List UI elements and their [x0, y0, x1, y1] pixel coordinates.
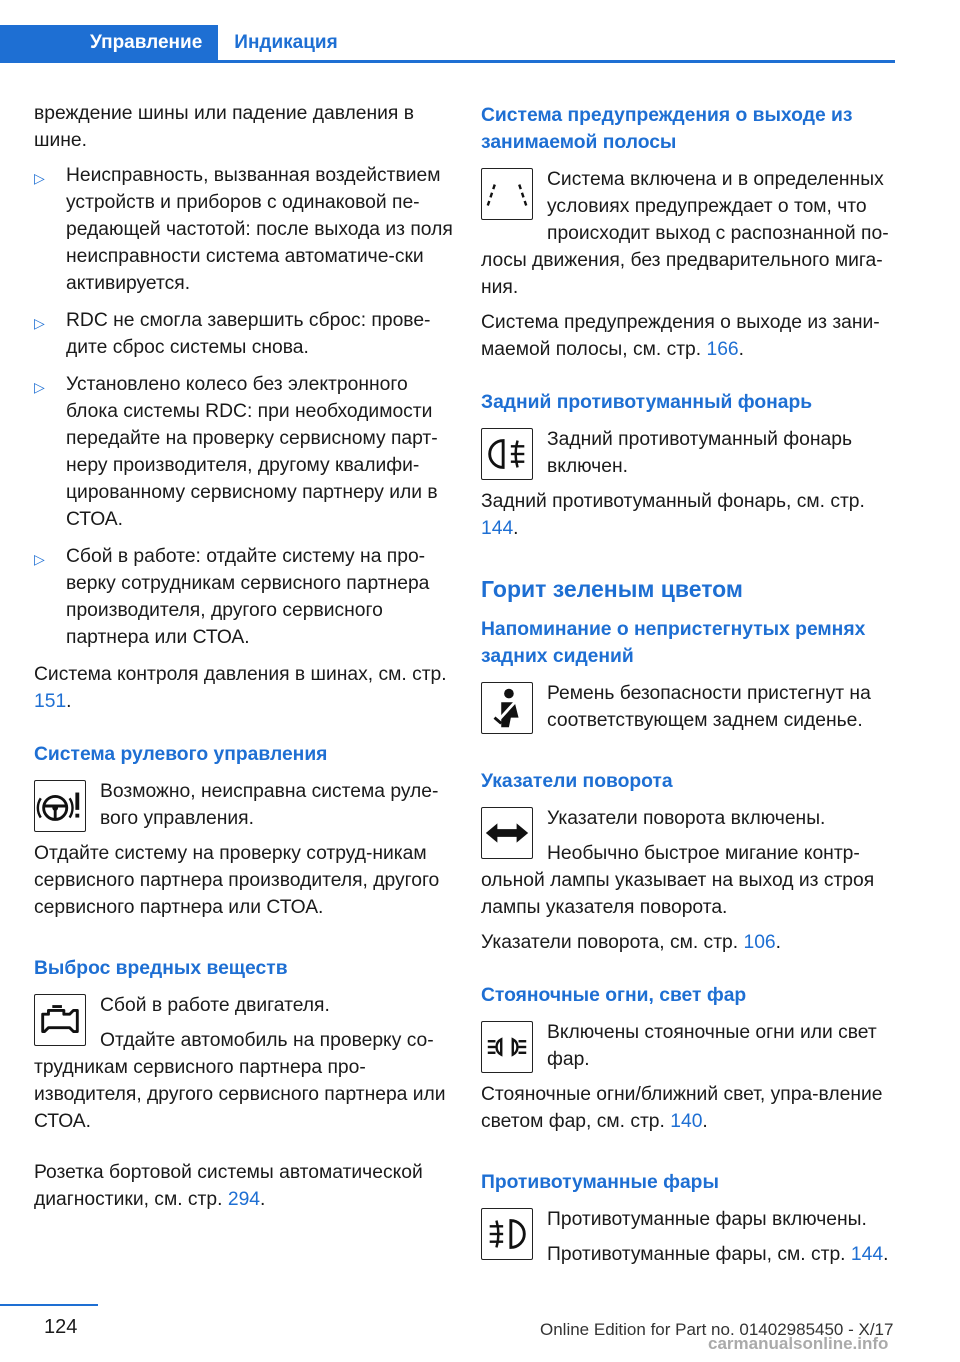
section-heading-belt: Напоминание о непристегнутых ремнях задних сидений — [481, 619, 866, 667]
rear-fog-reference: Задний противотуманный фонарь, см. стр. 144. — [481, 491, 865, 539]
rear-fog-light-icon — [481, 428, 533, 480]
list-item-text: Установлено колесо без электронного блока системы RDC: при необходимости передайте на проверку сервисному парт-неру производителя, другому квалифи-цированному сервисному партнеру или в СТОА. — [66, 374, 438, 530]
page-link[interactable]: 106 — [743, 932, 776, 953]
section-heading-lane: Система предупреждения о выходе из занимаемой полосы — [481, 105, 853, 153]
lane-reference: Система предупреждения о выходе из зани-маемой полосы, см. стр. 166. — [481, 312, 880, 360]
turn-text-1: Указатели поворота включены. — [547, 808, 826, 829]
edition-text: Online Edition for Part no. 01402985450 - X/17 — [540, 1320, 894, 1339]
triangle-bullet-icon: ▷ — [34, 551, 45, 567]
lane-text-1: Система включена и в определенных условиях предупреждает о том, что происходит выход с распознанной по-лосы движения, без предварительного мига-ния. — [481, 169, 889, 298]
intro-text: вреждение шины или падение давления в шине. — [34, 103, 414, 151]
obd-reference: Розетка бортовой системы автоматической диагностики, см. стр. 294. — [34, 1162, 423, 1210]
page-number: 124 — [44, 1316, 78, 1338]
tpms-reference: Система контроля давления в шинах, см. стр. 151. — [34, 664, 447, 712]
emission-text-1: Сбой в работе двигателя. — [100, 995, 330, 1016]
list-item — [34, 307, 454, 361]
section-heading-fog: Противотуманные фары — [481, 1172, 719, 1193]
belt-text: Ремень безопасности пристегнут на соответствующем заднем сиденье. — [547, 683, 871, 731]
list-item — [34, 371, 454, 533]
list-item-text: Неисправность, вызванная воздействием устройств и приборов с одинаковой пе-редающей частотой: после выхода из поля неисправности система автоматиче-ски активируется. — [66, 165, 453, 294]
list-item-text: Сбой в работе: отдайте систему на про-верку сотрудникам сервисного партнера производителя, другого сервисного партнера или СТОА. — [66, 546, 430, 648]
section-heading-steering: Система рулевого управления — [34, 744, 328, 765]
page-link[interactable]: 140 — [670, 1111, 703, 1132]
turn-text-2: Необычно быстрое мигание контр-ольной лампы указывает на выход из строя лампы указателя поворота. — [481, 843, 875, 918]
engine-icon — [34, 994, 86, 1046]
page-link[interactable]: 294 — [227, 1189, 261, 1210]
turn-signal-icon — [481, 807, 533, 859]
parking-text-2: Стояночные огни/ближний свет, упра-вление светом фар, см. стр. 140. — [481, 1084, 883, 1132]
front-fog-light-icon — [481, 1208, 533, 1260]
section-heading-rear-fog: Задний противотуманный фонарь — [481, 392, 813, 413]
watermark: carmanualsonline.info — [708, 1334, 889, 1353]
lane-departure-icon — [481, 168, 533, 220]
section-heading-parking: Стояночные огни, свет фар — [481, 985, 747, 1006]
tab-controls[interactable]: Управление — [0, 25, 218, 61]
triangle-bullet-icon: ▷ — [34, 315, 45, 331]
steering-text-2: Отдайте систему на проверку сотруд-никам сервисного партнера производителя, другого сервисного партнера или СТОА. — [34, 843, 440, 918]
rear-fog-text-1: Задний противотуманный фонарь включен. — [547, 429, 853, 477]
section-heading-emission: Выброс вредных веществ — [34, 958, 288, 979]
page-link[interactable]: 151 — [34, 691, 67, 712]
fog-reference: Противотуманные фары, см. стр. 144. — [547, 1244, 889, 1265]
triangle-bullet-icon: ▷ — [34, 170, 45, 186]
right-column — [481, 100, 896, 1276]
tab-indicators[interactable]: Индикация — [234, 32, 338, 53]
header-tabs — [0, 25, 354, 61]
emission-text-2: Отдайте автомобиль на проверку со-трудникам сервисного партнера про-изводителя, другого сервисного партнера или СТОА. — [34, 1030, 446, 1132]
section-heading-green: Горит зеленым цветом — [481, 576, 743, 602]
parking-text-1: Включены стояночные огни или свет фар. — [547, 1022, 877, 1070]
footer-divider — [0, 1304, 98, 1306]
page-link[interactable]: 166 — [706, 339, 739, 360]
page-link[interactable]: 144 — [481, 518, 514, 539]
fog-text-1: Противотуманные фары включены. — [547, 1209, 867, 1230]
left-column — [34, 100, 454, 1221]
steering-text-1: Возможно, неисправна система руле-вого управления. — [100, 781, 439, 829]
list-item — [34, 162, 454, 297]
seatbelt-icon — [481, 682, 533, 734]
triangle-bullet-icon: ▷ — [34, 379, 45, 395]
page-link[interactable]: 144 — [850, 1244, 884, 1265]
list-item-text: RDC не смогла завершить сброс: прове-дите сброс системы снова. — [66, 310, 431, 358]
turn-reference: Указатели поворота, см. стр. 106. — [481, 932, 782, 953]
parking-lights-icon — [481, 1021, 533, 1073]
section-heading-turn: Указатели поворота — [481, 771, 673, 792]
header-divider — [0, 60, 895, 63]
list-item — [34, 543, 454, 651]
steering-warning-icon — [34, 780, 86, 832]
